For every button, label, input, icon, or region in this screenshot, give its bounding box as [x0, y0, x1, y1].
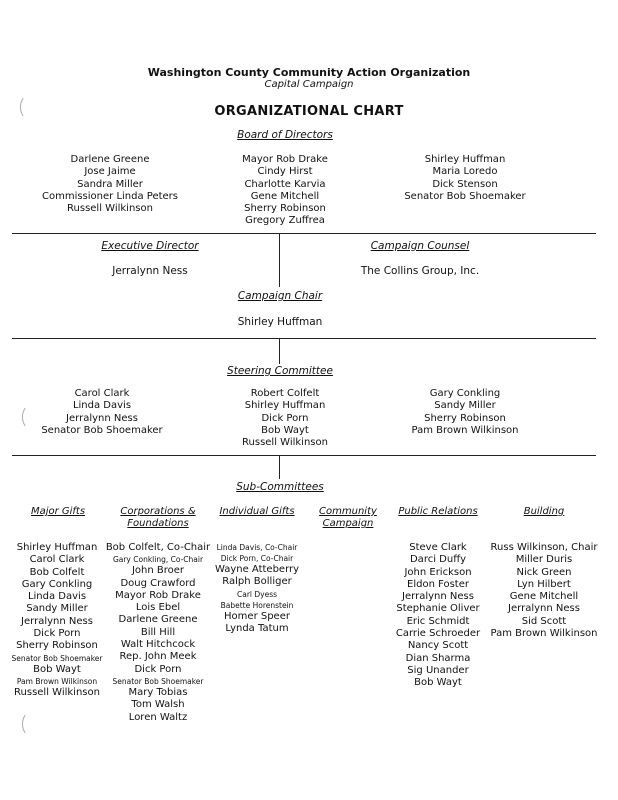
- building-list: [488, 542, 600, 640]
- list-item: Shirley Huffman: [244, 400, 326, 412]
- board-col-1: [20, 154, 200, 215]
- list-item: John Erickson: [404, 566, 472, 578]
- steering-title: Steering Committee: [227, 365, 333, 377]
- list-item: Stephanie Oliver: [396, 603, 480, 615]
- corporations-list: [100, 542, 216, 724]
- list-item: Senator Bob Shoemaker: [41, 424, 163, 436]
- list-item: Mayor Rob Drake: [115, 589, 201, 601]
- page-title: ORGANIZATIONAL CHART: [214, 104, 404, 119]
- list-item: Walt Hitchcock: [120, 639, 196, 651]
- list-item: Gene Mitchell: [250, 190, 320, 202]
- list-item: Sherry Robinson: [16, 640, 98, 652]
- list-item: Bob Colfelt, Co-Chair: [105, 542, 211, 553]
- list-item: Doug Crawford: [120, 577, 196, 589]
- list-item: Gary Conkling, Co-Chair: [112, 555, 204, 565]
- list-item: Dick Stenson: [432, 178, 498, 190]
- community-title-line1: Community: [319, 506, 377, 517]
- list-item: Rep. John Meek: [119, 651, 197, 663]
- list-item: Eldon Foster: [407, 578, 469, 590]
- list-item: Homer Speer: [224, 610, 290, 622]
- list-item: Gregory Zuffrea: [245, 215, 325, 227]
- list-item: Shirley Huffman: [424, 154, 506, 165]
- list-item: Lyn Hilbert: [517, 578, 571, 590]
- list-item: Sig Unander: [407, 664, 469, 676]
- list-item: Russ Wilkinson, Chair: [490, 542, 598, 553]
- list-item: Carl Dyess: [236, 589, 278, 599]
- corporations-title: [106, 506, 210, 530]
- list-item: Pam Brown Wilkinson: [411, 424, 519, 436]
- list-item: Dick Porn, Co-Chair: [220, 554, 294, 563]
- list-item: Senator Bob Shoemaker: [404, 190, 526, 202]
- building-title: Building: [523, 506, 565, 517]
- list-item: Shirley Huffman: [16, 542, 98, 553]
- list-item: Commissioner Linda Peters: [41, 190, 179, 202]
- community-title: [308, 506, 388, 530]
- list-item: Bill Hill: [140, 626, 176, 638]
- individual-gifts-list: [206, 542, 308, 635]
- individual-gifts-title: Individual Gifts: [219, 506, 295, 517]
- list-item: Pam Brown Wilkinson: [16, 676, 98, 686]
- campaign-name: Capital Campaign: [264, 79, 354, 90]
- list-item: Jerralynn Ness: [508, 603, 580, 615]
- counsel-name: The Collins Group, Inc.: [360, 265, 480, 277]
- corporations-title-line2: Foundations: [127, 518, 189, 529]
- list-item: Jerralynn Ness: [66, 412, 138, 424]
- list-item: John Broer: [131, 565, 185, 577]
- major-gifts-title: Major Gifts: [30, 506, 86, 517]
- list-item: Russell Wilkinson: [67, 203, 153, 215]
- public-relations-list: [384, 542, 492, 690]
- counsel-title: Campaign Counsel: [370, 240, 470, 252]
- connector-line: [279, 338, 280, 364]
- list-item: Dick Porn: [261, 412, 309, 424]
- board-col-2: [195, 154, 375, 228]
- connector-line: [279, 455, 280, 479]
- list-item: Carol Clark: [74, 388, 130, 399]
- list-item: Sid Scott: [521, 615, 567, 627]
- scan-mark: [20, 95, 36, 119]
- list-item: Bob Wayt: [33, 663, 81, 675]
- list-item: Linda Davis, Co-Chair: [216, 543, 298, 552]
- list-item: Maria Loredo: [432, 166, 498, 178]
- list-item: Dian Sharma: [405, 652, 471, 664]
- list-item: Ralph Bolliger: [222, 576, 292, 588]
- list-item: Gary Conkling: [429, 388, 501, 399]
- list-item: Sherry Robinson: [244, 203, 326, 215]
- list-item: Sherry Robinson: [424, 412, 506, 424]
- list-item: Russell Wilkinson: [242, 437, 328, 449]
- list-item: Nancy Scott: [407, 640, 469, 652]
- steering-col-2: [195, 388, 375, 449]
- list-item: Charlotte Karvia: [244, 178, 326, 190]
- steering-col-1: [12, 388, 192, 437]
- divider: [12, 233, 596, 234]
- list-item: Darci Duffy: [409, 554, 467, 566]
- list-item: Bob Colfelt: [29, 566, 85, 578]
- list-item: Gene Mitchell: [509, 591, 579, 603]
- list-item: Nick Green: [516, 566, 572, 578]
- list-item: Miller Duris: [515, 554, 573, 566]
- list-item: Robert Colfelt: [250, 388, 320, 399]
- list-item: Carrie Schroeder: [395, 628, 481, 640]
- chair-title: Campaign Chair: [237, 290, 323, 302]
- list-item: Jerralynn Ness: [402, 591, 474, 603]
- steering-col-3: [375, 388, 555, 437]
- list-item: Carol Clark: [29, 554, 85, 566]
- scan-mark: [22, 712, 38, 736]
- list-item: Jerralynn Ness: [21, 615, 93, 627]
- list-item: Tom Walsh: [131, 699, 185, 711]
- list-item: Lynda Tatum: [225, 622, 289, 634]
- list-item: Bob Wayt: [414, 677, 462, 689]
- list-item: Russell Wilkinson: [14, 686, 100, 698]
- list-item: Babette Horenstein: [220, 600, 294, 610]
- list-item: Darlene Greene: [70, 154, 150, 165]
- list-item: Mayor Rob Drake: [242, 154, 328, 165]
- connector-line: [279, 233, 280, 287]
- list-item: Sandy Miller: [434, 400, 496, 412]
- list-item: Lois Ebel: [135, 602, 181, 614]
- executive-name: Jerralynn Ness: [112, 265, 188, 277]
- list-item: Darlene Greene: [118, 614, 198, 626]
- list-item: Dick Porn: [134, 663, 182, 675]
- subcommittees-title: Sub-Committees: [236, 481, 324, 493]
- list-item: Senator Bob Shoemaker: [11, 653, 103, 663]
- list-item: Jose Jaime: [84, 166, 136, 178]
- corporations-title-line1: Corporations &: [120, 506, 196, 517]
- list-item: Gary Conkling: [21, 578, 93, 590]
- org-name: Washington County Community Action Organization: [147, 66, 471, 79]
- divider: [12, 455, 596, 456]
- list-item: Linda Davis: [72, 400, 132, 412]
- list-item: Steve Clark: [409, 542, 467, 553]
- list-item: Loren Waltz: [128, 711, 188, 723]
- major-gifts-list: [2, 542, 112, 699]
- list-item: Sandra Miller: [77, 178, 143, 190]
- list-item: Dick Porn: [33, 628, 81, 640]
- executive-title: Executive Director: [101, 240, 199, 252]
- list-item: Eric Schmidt: [406, 615, 470, 627]
- list-item: Senator Bob Shoemaker: [112, 676, 204, 686]
- board-title: Board of Directors: [237, 129, 333, 141]
- list-item: Mary Tobias: [128, 686, 188, 698]
- list-item: Sandy Miller: [26, 603, 88, 615]
- list-item: Bob Wayt: [261, 424, 309, 436]
- list-item: Cindy Hirst: [257, 166, 313, 178]
- board-col-3: [375, 154, 555, 203]
- list-item: Pam Brown Wilkinson: [490, 628, 598, 640]
- public-relations-title: Public Relations: [398, 506, 478, 517]
- divider: [12, 338, 596, 339]
- community-title-line2: Campaign: [322, 518, 374, 529]
- list-item: Wayne Atteberry: [214, 564, 300, 575]
- list-item: Linda Davis: [27, 591, 87, 603]
- chair-name: Shirley Huffman: [237, 316, 323, 328]
